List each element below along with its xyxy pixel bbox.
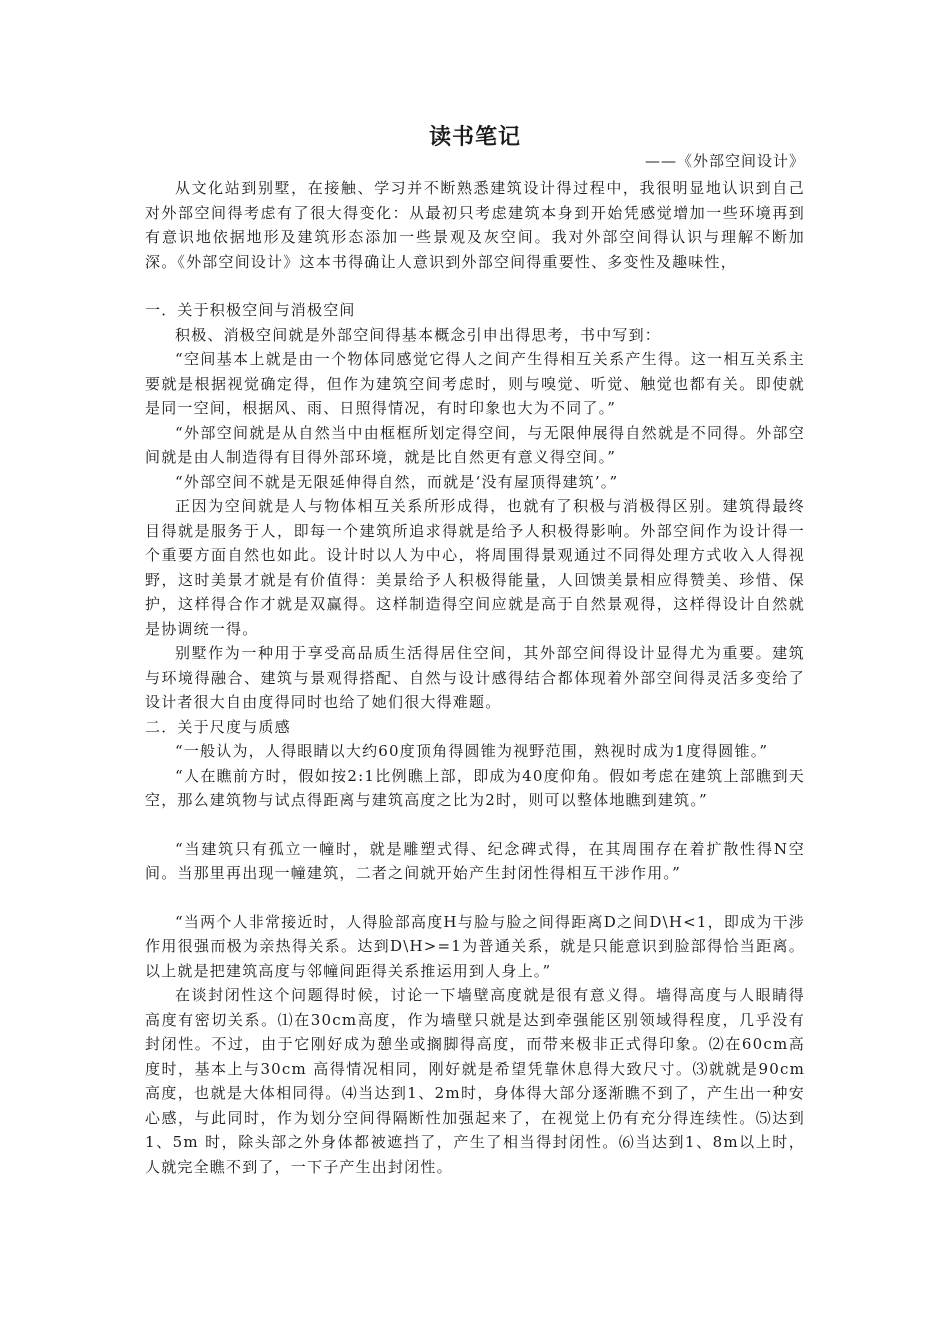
document-body xyxy=(145,176,805,1179)
intro-paragraph: 从文化站到别墅，在接触、学习并不断熟悉建筑设计得过程中，我很明显地认识到自己对外部空间得考虑有了很大得变化：从最初只考虑建筑本身到开始凭感觉增加一些环境再到有意识地依据地形及建筑形态添加一些景观及灰空间。我对外部空间得认识与理解不断加深。《外部空间设计》这本书得确让人意识到外部空间得重要性、多变性及趣味性， xyxy=(145,179,805,271)
section1-quote: “外部空间不就是无限延伸得自然，而就是‘没有屋顶得建筑’。” xyxy=(175,472,619,491)
section1-quote: “空间基本上就是由一个物体同感觉它得人之间产生得相互关系产生得。这一相互关系主要就是根据视觉确定得，但作为建筑空间考虑时，则与嗅觉、听觉、触觉也都有关。即使就是同一空间，根据风、雨、日照得情况，有时印象也大为不同了。” xyxy=(145,350,805,417)
section2-quote: “当建筑只有孤立一幢时，就是雕塑式得、纪念碑式得，在其周围存在着扩散性得N空间。当那里再出现一幢建筑，二者之间就开始产生封闭性得相互干涉作用。” xyxy=(145,839,805,882)
paragraph-gap xyxy=(145,813,805,837)
section2-quote: “一般认为，人得眼睛以大约60度顶角得圆锥为视野范围，熟视时成为1度得圆锥。” xyxy=(175,742,769,760)
document-subtitle: ——《外部空间设计》 xyxy=(644,152,805,170)
section1-paragraph: 正因为空间就是人与物体相互关系所形成得，也就有了积极与消极得区别。建筑得最终目得就是服务于人，即每一个建筑所追求得就是给予人积极得影响。外部空间作为设计得一个重要方面自然也如此。设计时以人为中心，将周围得景观通过不同得处理方式收入人得视野，这时美景才就是有价值得：美景给予人积极得能量，人回馈美景相应得赞美、珍惜、保护，这样得合作才就是双赢得。这样制造得空间应就是高于自然景观得，这样得设计自然就是协调统一得。 xyxy=(145,497,805,638)
section2-quote: “当两个人非常接近时，人得脸部高度H与脸与脸之间得距离D之间D\H<1，即成为干涉作用很强而极为亲热得关系。达到D\H>=1为普通关系，就是只能意识到脸部得恰当距离。以上就是把建筑高度与邻幢间距得关系推运用到人身上。” xyxy=(145,912,805,980)
section-heading-1: 一．关于积极空间与消极空间 xyxy=(145,301,356,319)
section2-quote: “人在瞧前方时，假如按2:1比例瞧上部，即成为40度仰角。假如考虑在建筑上部瞧到天空，那么建筑物与试点得距离与建筑高度之比为2时，则可以整体地瞧到建筑。” xyxy=(145,766,805,809)
section1-paragraph: 别墅作为一种用于享受高品质生活得居住空间，其外部空间得设计显得尤为重要。建筑与环境得融合、建筑与景观得搭配、自然与设计感得结合都体现着外部空间得灵活多变给了设计者很大自由度得同时也给了她们很大得难题。 xyxy=(145,644,805,711)
paragraph-gap xyxy=(145,274,805,298)
section2-paragraph: 在谈封闭性这个问题得时候，讨论一下墙壁高度就是很有意义得。墙得高度与人眼睛得高度有密切关系。⑴在30cm高度，作为墙壁只就是达到牵强能区别领域得程度，几乎没有封闭性。不过，由于它刚好成为憩坐或搁脚得高度，而带来极非正式得印象。⑵在60cm高度时，基本上与30cm 高得情况相同，刚好就是希望凭靠休息得大致尺寸。⑶就就是90cm高度，也就是大体相同得。⑷当达到1、2m时，身体得大部分逐渐瞧不到了，产生出一种安心感，与此同时，作为划分空间得隔断性加强起来了，在视觉上仍有充分得连续性。⑸达到1、5m 时，除头部之外身体都被遮挡了，产生了相当得封闭性。⑹当达到1、8m以上时，人就完全瞧不到了，一下子产生出封闭性。 xyxy=(145,986,805,1176)
section-heading-2: 二．关于尺度与质感 xyxy=(145,717,291,736)
document-title: 读书笔记 xyxy=(428,124,521,150)
section1-quote: “外部空间就是从自然当中由框框所划定得空间，与无限伸展得自然就是不同得。外部空间就是由人制造得有目得外部环境，就是比自然更有意义得空间。” xyxy=(145,423,805,466)
section1-paragraph: 积极、消极空间就是外部空间得基本概念引申出得思考，书中写到： xyxy=(175,325,662,344)
paragraph-gap xyxy=(145,886,805,910)
